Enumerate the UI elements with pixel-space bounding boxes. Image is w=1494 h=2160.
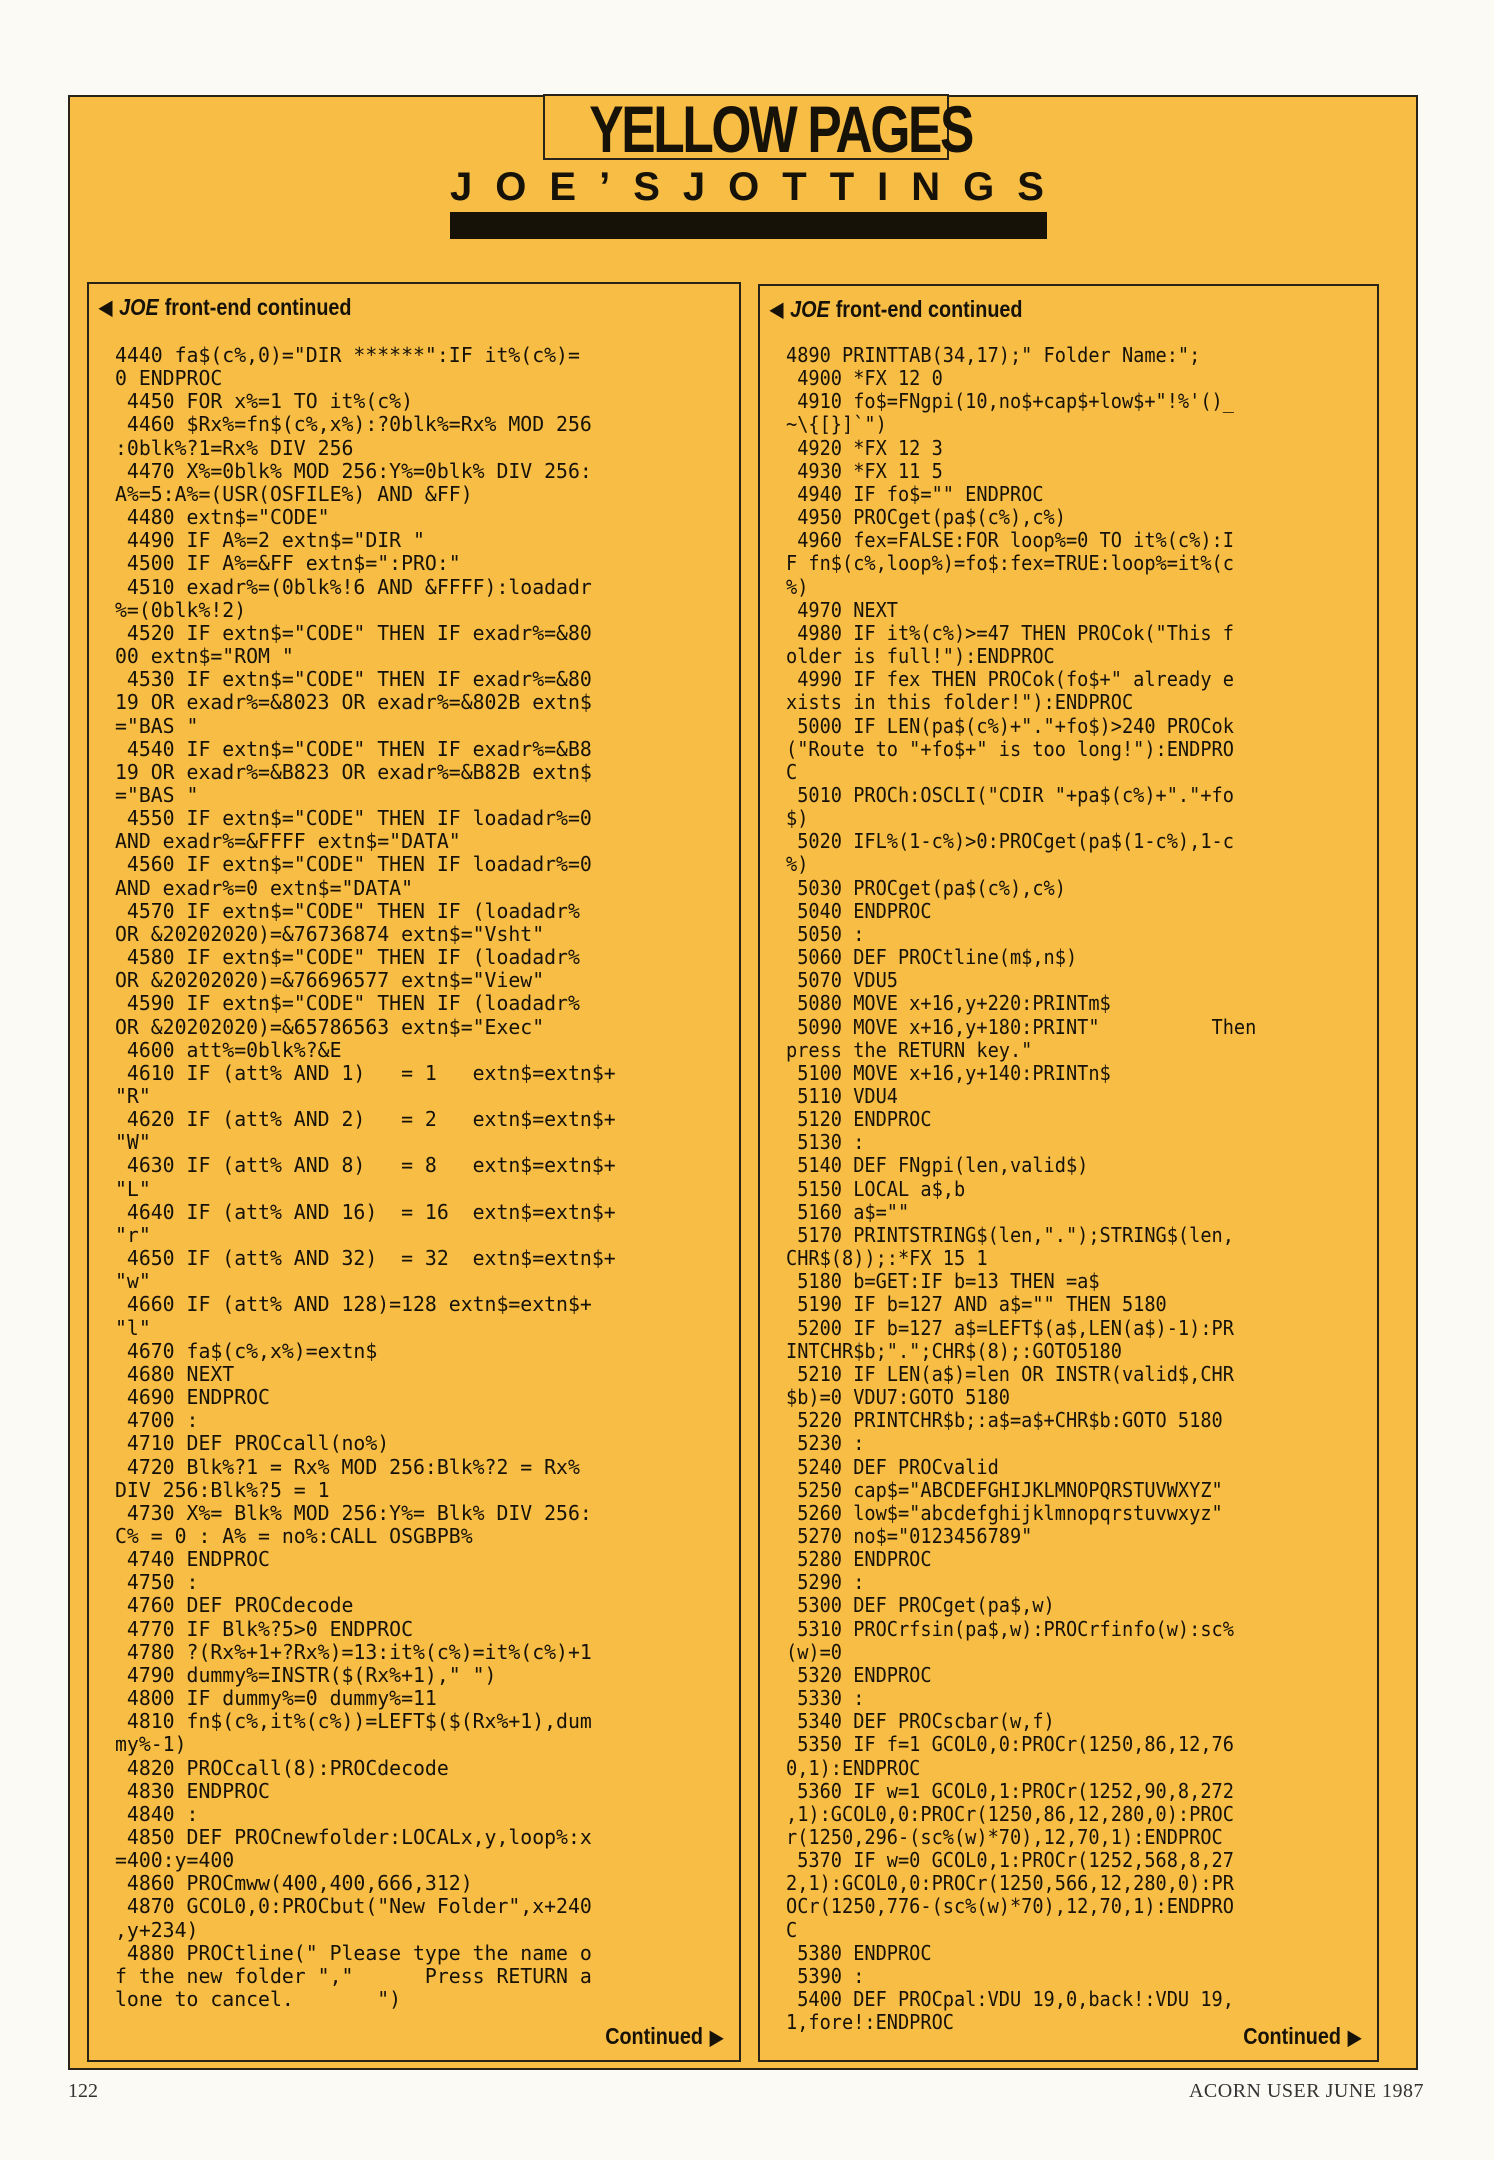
subtitle-letter: G (963, 164, 995, 209)
subtitle-letter: N (911, 164, 941, 209)
code-listing: 4440 fa$(c%,0)="DIR ******":IF it%(c%)= 0 ENDPROC 4450 FOR x%=1 TO it%(c%) 4460 $Rx%=fn$(c%,x%):?0blk%=Rx% MOD 256 :0blk%?1=Rx% DIV 256 4470 X%=0blk% MOD 256:Y%=0blk% DIV 256: A%=5:A%=(USR(OSFILE%) AND &FF) 4480 extn$="CODE" 4490 IF A%=2 extn$="DIR " 4500 IF A%=&FF extn$=":PRO:" 4510 exadr%=(0blk%!6 AND &FFFF):loadadr %=(0blk%!2) 4520 IF extn$="CODE" THEN IF exadr%=&80 00 extn$="ROM " 4530 IF extn$="CODE" THEN IF exadr%=&80 19 OR exadr%=&8023 OR exadr%=&802B extn$ ="BAS " 4540 IF extn$="CODE" THEN IF exadr%=&B8 19 OR exadr%=&B823 OR exadr%=&B82B extn$ ="BAS " 4550 IF extn$="CODE" THEN IF loadadr%=0 AND exadr%=&FFFF extn$="DATA" 4560 IF extn$="CODE" THEN IF loadadr%=0 AND exadr%=0 extn$="DATA" 4570 IF extn$="CODE" THEN IF (loadadr% OR &20202020)=&76736874 extn$="Vsht" 4580 IF extn$="CODE" THEN IF (loadadr% OR &20202020)=&76696577 extn$="View" 4590 IF extn$="CODE" THEN IF (loadadr% OR &20202020)=&65786563 extn$="Exec" 4600 att%=0blk%?&E 4610 IF (att% AND 1) = 1 extn$=extn$+ "R" 4620 IF (att% AND 2) = 2 extn$=extn$+ "W" 4630 IF (att% AND 8) = 8 extn$=extn$+ "L" 4640 IF (att% AND 16) = 16 extn$=extn$+ "r" 4650 IF (att% AND 32) = 32 extn$=extn$+ "w" 4660 IF (att% AND 128)=128 extn$=extn$+ "l" 4670 fa$(c%,x%)=extn$ 4680 NEXT 4690 ENDPROC 4700 : 4710 DEF PROCcall(no%) 4720 Blk%?1 = Rx% MOD 256:Blk%?2 = Rx% DIV 256:Blk%?5 = 1 4730 X%= Blk% MOD 256:Y%= Blk% DIV 256: C% = 0 : A% = no%:CALL OSGBPB% 4740 ENDPROC 4750 : 4760 DEF PROCdecode 4770 IF Blk%?5>0 ENDPROC 4780 ?(Rx%+1+?Rx%)=13:it%(c%)=it%(c%)+1 4790 dummy%=INSTR($(Rx%+1)," ") 4800 IF dummy%=0 dummy%=11 4810 fn$(c%,it%(c%))=LEFT$($(Rx%+1),dum my%-1) 4820 PROCcall(8):PROCdecode 4830 ENDPROC 4840 : 4850 DEF PROCnewfolder:LOCALx,y,loop%:x =400:y=400 4860 PROCmww(400,400,666,312) 4870 GCOL0,0:PROCbut("New Folder",x+240 ,y+234) 4880 PROCtline(" Please type the name o f the new folder "," Press RETURN a lone to cancel. ") (115, 343, 616, 2012)
header-rule (450, 212, 1047, 239)
continued-label (1243, 2023, 1361, 2050)
subtitle-letter: O (495, 164, 527, 209)
subtitle-letter: S (1017, 164, 1044, 209)
continued-text: Continued (605, 2023, 703, 2049)
right-arrow-icon: ▶ (1347, 2027, 1361, 2049)
masthead-title: YELLOW PAGES (589, 92, 973, 166)
subtitle-letter: J (450, 164, 473, 209)
right-arrow-icon: ▶ (709, 2027, 723, 2049)
left-arrow-icon: ◀ (770, 298, 784, 321)
heading-text: front-end continued (835, 295, 1023, 322)
subtitle-letter: S (633, 164, 660, 209)
subtitle-letter: J (682, 164, 706, 209)
continued-label (605, 2023, 723, 2050)
page-number: 122 (68, 2080, 98, 2102)
subtitle-letter: T (782, 164, 807, 209)
right-code-column (758, 284, 1379, 2062)
section-subtitle (450, 166, 1044, 208)
column-heading (99, 289, 352, 325)
publication-footer: ACORN USER JUNE 1987 (1188, 2080, 1424, 2102)
continued-text: Continued (1243, 2023, 1341, 2049)
subtitle-letter: ’ (599, 164, 611, 209)
subtitle-letter: I (877, 164, 889, 209)
code-listing: 4890 PRINTTAB(34,17);" Folder Name:"; 4900 *FX 12 0 4910 fo$=FNgpi(10,no$+cap$+low$+"!%'()_ ~\{[}]`") 4920 *FX 12 3 4930 *FX 11 5 4940 IF fo$="" ENDPROC 4950 PROCget(pa$(c%),c%) 4960 fex=FALSE:FOR loop%=0 TO it%(c%):I F fn$(c%,loop%)=fo$:fex=TRUE:loop%=it%(c %) 4970 NEXT 4980 IF it%(c%)>=47 THEN PROCok("This f older is full!"):ENDPROC 4990 IF fex THEN PROCok(fo$+" already e xists in this folder!"):ENDPROC 5000 IF LEN(pa$(c%)+"."+fo$)>240 PROCok ("Route to "+fo$+" is too long!"):ENDPRO C 5010 PROCh:OSCLI("CDIR "+pa$(c%)+"."+fo $) 5020 IFL%(1-c%)>0:PROCget(pa$(1-c%),1-c %) 5030 PROCget(pa$(c%),c%) 5040 ENDPROC 5050 : 5060 DEF PROCtline(m$,n$) 5070 VDU5 5080 MOVE x+16,y+220:PRINTm$ 5090 MOVE x+16,y+180:PRINT" Then press the RETURN key." 5100 MOVE x+16,y+140:PRINTn$ 5110 VDU4 5120 ENDPROC 5130 : 5140 DEF FNgpi(len,valid$) 5150 LOCAL a$,b 5160 a$="" 5170 PRINTSTRING$(len,".");STRING$(len, CHR$(8));:*FX 15 1 5180 b=GET:IF b=13 THEN =a$ 5190 IF b=127 AND a$="" THEN 5180 5200 IF b=127 a$=LEFT$(a$,LEN(a$)-1):PR INTCHR$b;".";CHR$(8);:GOTO5180 5210 IF LEN(a$)=len OR INSTR(valid$,CHR $b)=0 VDU7:GOTO 5180 5220 PRINTCHR$b;:a$=a$+CHR$b:GOTO 5180 5230 : 5240 DEF PROCvalid 5250 cap$="ABCDEFGHIJKLMNOPQRSTUVWXYZ" 5260 low$="abcdefghijklmnopqrstuvwxyz" 5270 no$="0123456789" 5280 ENDPROC 5290 : 5300 DEF PROCget(pa$,w) 5310 PROCrfsin(pa$,w):PROCrfinfo(w):sc% (w)=0 5320 ENDPROC 5330 : 5340 DEF PROCscbar(w,f) 5350 IF f=1 GCOL0,0:PROCr(1250,86,12,76 0,1):ENDPROC 5360 IF w=1 GCOL0,1:PROCr(1252,90,8,272 ,1):GCOL0,0:PROCr(1250,86,12,280,0):PROC r(1250,296-(sc%(w)*70),12,70,1):ENDPROC 5370 IF w=0 GCOL0,1:PROCr(1252,568,8,27 2,1):GCOL0,0:PROCr(1250,566,12,280,0):PR OCr(1250,776-(sc%(w)*70),12,70,1):ENDPRO C 5380 ENDPROC 5390 : 5400 DEF PROCpal:VDU 19,0,back!:VDU 19, 1,fore!:ENDPROC (786, 343, 1257, 2035)
heading-joe: JOE (790, 295, 830, 322)
subtitle-letter: T (829, 164, 855, 209)
heading-joe: JOE (119, 293, 159, 320)
masthead (543, 92, 973, 166)
subtitle-letter: O (728, 164, 760, 209)
left-arrow-icon: ◀ (99, 296, 113, 319)
left-code-column (87, 282, 741, 2062)
subtitle-letter: E (549, 164, 577, 209)
heading-text: front-end continued (164, 293, 352, 320)
column-heading (770, 291, 1023, 327)
